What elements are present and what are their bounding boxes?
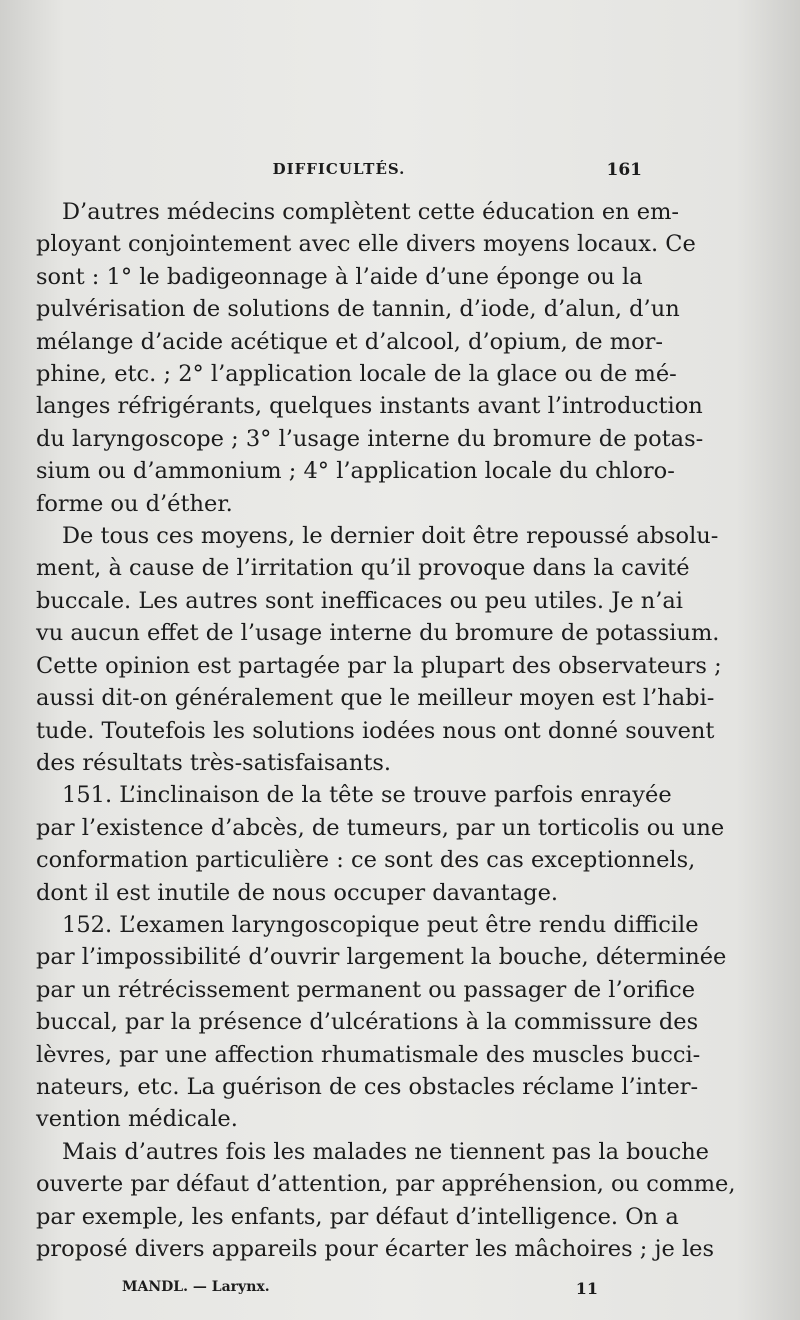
text-line: nateurs, etc. La guérison de ces obstacles réclame l’inter- xyxy=(36,1073,699,1100)
text-line: vention médicale. xyxy=(36,1106,238,1133)
text-line: Mais d’autres fois les malades ne tiennent pas la bouche xyxy=(62,1138,709,1165)
paragraph xyxy=(36,779,725,909)
paragraph xyxy=(36,909,727,1136)
text-line: par un rétrécissement permanent ou passager de l’orifice xyxy=(36,976,696,1003)
body-text xyxy=(36,196,736,1265)
text-line: proposé divers appareils pour écarter les mâchoires ; je les xyxy=(36,1236,715,1262)
paragraph xyxy=(36,1136,736,1266)
text-line: conformation particulière : ce sont des cas exceptionnels, xyxy=(36,847,696,874)
text-line: ployant conjointement avec elle divers moyens locaux. Ce xyxy=(36,231,696,258)
text-line: sium ou d’ammonium ; 4° l’application locale du chloro- xyxy=(36,458,675,485)
paragraph xyxy=(36,520,722,779)
signature-number: 11 xyxy=(575,1279,598,1298)
page-header xyxy=(36,160,642,190)
text-line: vu aucun effet de l’usage interne du bromure de potassium. xyxy=(36,620,720,647)
text-line: buccal, par la présence d’ulcérations à la commissure des xyxy=(36,1009,699,1036)
text-line: sont : 1° le badigeonnage à l’aide d’une éponge ou la xyxy=(36,263,643,290)
text-line: aussi dit-on généralement que le meilleur moyen est l’habi- xyxy=(36,685,715,712)
text-line: pulvérisation de solutions de tannin, d’iode, d’alun, d’un xyxy=(36,296,680,323)
text-line: par l’existence d’abcès, de tumeurs, par un torticolis ou une xyxy=(36,814,725,841)
text-line: des résultats très-satisfaisants. xyxy=(36,749,392,776)
text-line: ment, à cause de l’irritation qu’il provoque dans la cavité xyxy=(36,555,690,582)
paragraph xyxy=(36,196,704,520)
text-line: phine, etc. ; 2° l’application locale de la glace ou de mé- xyxy=(36,361,677,388)
text-line: ouverte par défaut d’attention, par appréhension, ou comme, xyxy=(36,1171,736,1198)
running-title: DIFFICULTÉS. xyxy=(272,160,406,178)
text-line: langes réfrigérants, quelques instants avant l’introduction xyxy=(36,393,703,420)
text-line: lèvres, par une affection rhumatismale des muscles bucci- xyxy=(36,1041,701,1068)
text-line: D’autres médecins complètent cette éducation en em- xyxy=(62,199,680,225)
text-line: Cette opinion est partagée par la plupart des observateurs ; xyxy=(36,652,722,679)
text-line: mélange d’acide acétique et d’alcool, d’opium, de mor- xyxy=(36,328,664,355)
text-line: du laryngoscope ; 3° l’usage interne du bromure de potas- xyxy=(36,425,704,452)
signature-mark: MANDL. — Larynx. xyxy=(122,1279,270,1295)
text-line: tude. Toutefois les solutions iodées nous ont donné souvent xyxy=(36,717,715,744)
text-line: 152. L’examen laryngoscopique peut être rendu difficile xyxy=(62,911,699,938)
text-line: par l’impossibilité d’ouvrir largement la bouche, déterminée xyxy=(36,944,727,971)
text-line: buccale. Les autres sont inefficaces ou peu utiles. Je n’ai xyxy=(36,587,683,614)
page-number: 161 xyxy=(606,160,642,180)
text-line: De tous ces moyens, le dernier doit être repoussé absolu- xyxy=(62,523,719,550)
page-footer xyxy=(122,1279,598,1301)
text-line: 151. L’inclinaison de la tête se trouve parfois enrayée xyxy=(62,782,672,809)
text-line: dont il est inutile de nous occuper davantage. xyxy=(36,879,559,906)
text-line: par exemple, les enfants, par défaut d’intelligence. On a xyxy=(36,1203,679,1230)
text-line: forme ou d’éther. xyxy=(36,490,233,517)
